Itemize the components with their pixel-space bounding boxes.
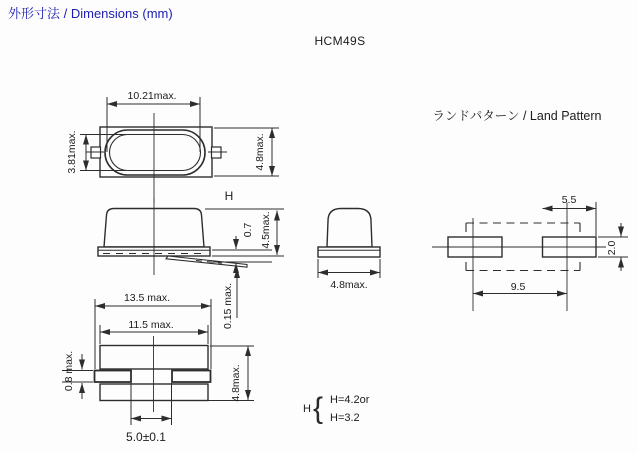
land-pattern-title: ランドパターン / Land Pattern	[432, 108, 602, 123]
dim-top-width-label: 10.21max.	[127, 89, 177, 102]
front-view-cover	[327, 209, 372, 248]
side-height-symbol: H	[224, 189, 234, 203]
top-view	[80, 97, 279, 203]
dim-top-crystal-height-label: 3.81max.	[65, 130, 78, 174]
land-pattern	[432, 202, 628, 311]
dim-bottom-lead-thickness-label: 0.8 max.	[62, 350, 75, 392]
height-note-symbol: H	[303, 403, 311, 415]
height-note-option2: H=3.2	[330, 412, 360, 424]
dim-bottom-overall-width-label: 13.5 max.	[123, 291, 171, 304]
bottom-view-body-lower	[100, 384, 208, 401]
dim-side-base-thickness-label: 0.7	[241, 222, 254, 238]
dim-bottom-lead-spacing-label: 5.0±0.1	[126, 430, 166, 444]
dim-bottom-body-width-label: 11.5 max.	[128, 318, 174, 331]
top-view-left-lead	[91, 147, 101, 158]
part-number: HCM49S	[314, 34, 366, 48]
bottom-view-right-lead	[172, 371, 211, 383]
front-view	[318, 209, 380, 279]
dim-land-pad-height-label: 2.0	[605, 240, 618, 256]
top-view-right-lead	[212, 147, 222, 158]
front-view-dimension-lines	[318, 259, 380, 278]
bottom-view-body-upper	[100, 346, 208, 370]
dim-bottom-body-depth-label: 4.8max.	[229, 364, 242, 402]
height-note-option1: H=4.2or	[330, 394, 370, 406]
dim-side-height-label: 4.5max.	[259, 211, 272, 249]
dim-land-pad-pitch-label: 9.5	[510, 280, 526, 293]
dim-top-body-height-label: 4.8max.	[253, 133, 266, 171]
dim-front-width-label: 4.8max.	[330, 278, 368, 291]
dim-side-standoff-label: 0.15 max.	[221, 282, 234, 330]
bottom-view-left-lead	[95, 371, 132, 383]
front-view-base	[318, 247, 380, 257]
top-view-crystal-outer	[105, 130, 205, 175]
page-title: 外形寸法 / Dimensions (mm)	[8, 6, 173, 21]
dim-land-pad-width-label: 5.5	[561, 193, 577, 206]
height-note-brace: {	[313, 392, 324, 425]
